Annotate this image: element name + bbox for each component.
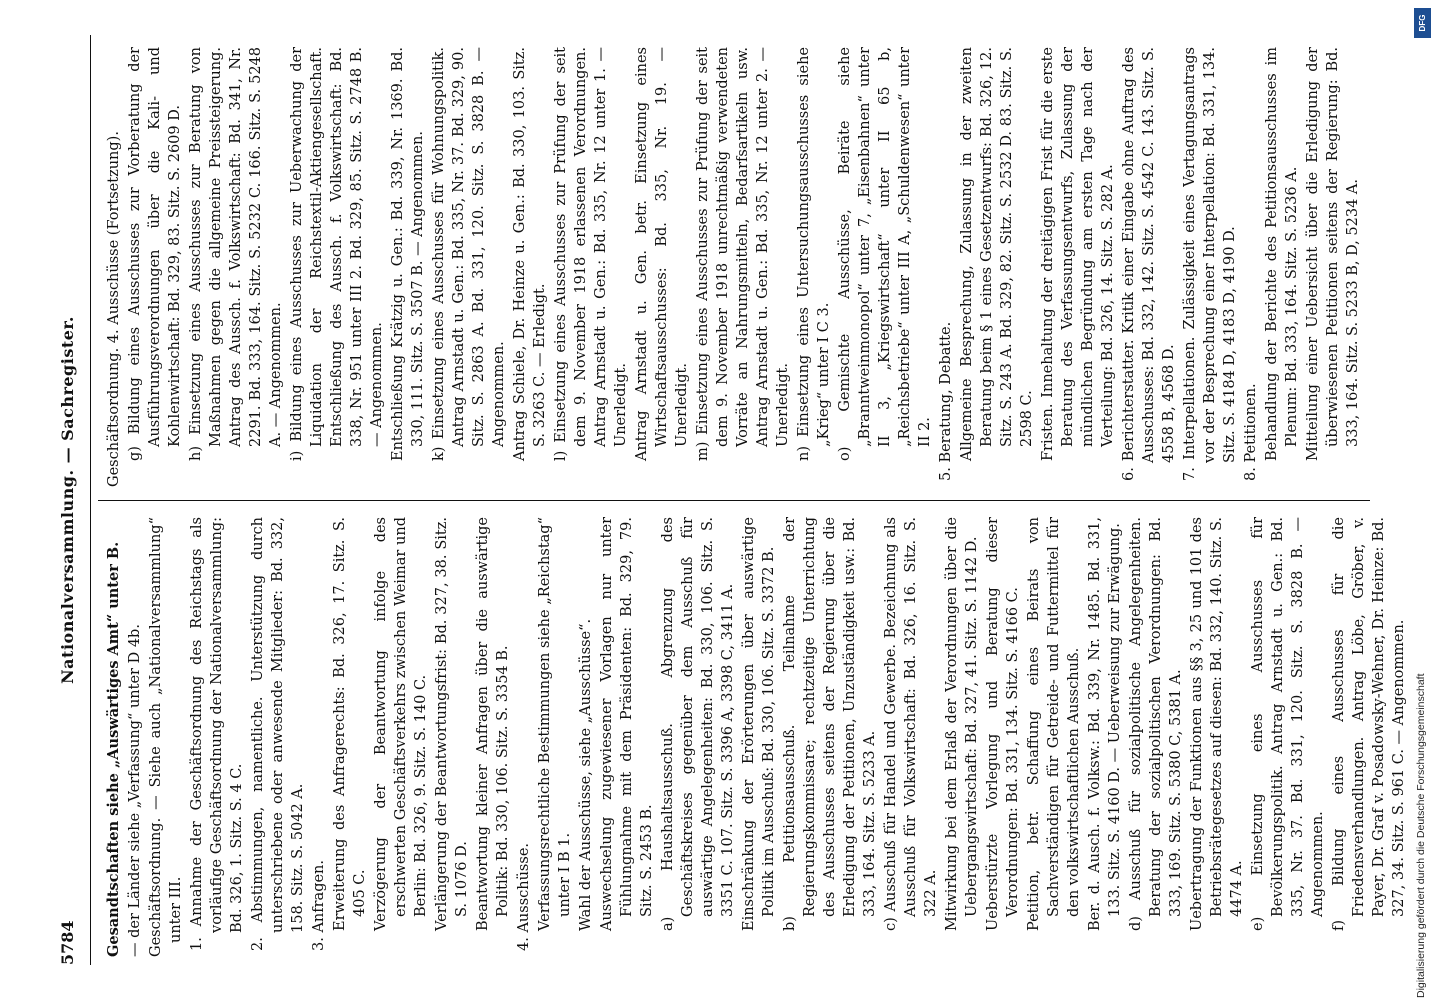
index-entry: 5. Beratung, Debatte. <box>938 321 954 481</box>
page-header <box>58 35 88 965</box>
index-entry: Fristen. Innehaltung der dreitägigen Frist für die erste Beratung des Verfassungsentwurfs, Zulassung der mündlichen Begründung am ersten Tage nach der Verteilung: Bd. 326, 14. Sitz. S. 282 A. <box>1040 47 1116 461</box>
index-entry: Geschäftsordnung. — Siehe auch „Nationalversammlung“ unter III. <box>148 517 184 957</box>
index-entry: 8. Petitionen. <box>1243 383 1259 481</box>
index-entry: o) Gemischte Ausschüsse, Beiräte siehe „Branntweinmonopol“ unter 7, „Eisenbahnen“ unter II 3, „Kriegswirtschaft“ unter II 65 b, „Reichsbetriebe“ unter III A, „Schuldenwesen“ unter II 2. <box>837 47 933 461</box>
index-entry: l) Einsetzung eines Ausschusses zur Prüfung der seit dem 9. November 1918 erlassenen Verordnungen. Antrag Arnstadt u. Gen.: Bd. 335, Nr. 12 unter 1. — Unerledigt. <box>553 47 629 461</box>
index-entry: m) Einsetzung eines Ausschusses zur Prüfung der seit dem 9. November 1918 unrechtmäßig verwendeten Vorräte an Nahrungsmitteln, Bedarfsartikeln usw. Antrag Arnstadt u. Gen.: Bd. 335, Nr. 12 unter 2. — Unerledigt. <box>695 47 791 461</box>
index-entry: 1. Annahme der Geschäftsordnung des Reichstags als vorläufige Geschäftsordnung der Nationalversammlung: Bd. 326, 1. Sitz. S. 4 C. <box>189 517 245 951</box>
index-entry: 4. Ausschüsse. <box>516 842 532 951</box>
index-entry: Erweiterung des Anfragerechts: Bd. 326, 17. Sitz. S. 405 C. <box>332 517 368 931</box>
index-entry: Beantwortung kleiner Anfragen über die auswärtige Politik: Bd. 330, 106. Sitz. S. 3354 B. <box>475 517 511 931</box>
index-entry: Antrag Schiele, Dr. Heinze u. Gen.: Bd. 330, 103. Sitz. S. 3263 C. — Erledigt. <box>512 47 548 461</box>
running-title: Nationalversammlung. — Sachregister. <box>58 316 77 684</box>
index-entry: Geschäftsordnung. 4. Ausschüsse (Fortsetzung). <box>106 131 122 487</box>
index-entry: Verzögerung der Beantwortung infolge des erschwerten Geschäftsverkehrs zwischen Weimar und Berlin: Bd. 326, 9. Sitz. S. 140 C. <box>373 517 429 931</box>
left-column <box>104 517 1410 957</box>
index-entry: Ber. d. Ausch. f. Volksw.: Bd. 339, Nr. 1485. Bd. 331, 133. Sitz. S. 4160 D. — Ueberweisung zur Erwägung. <box>1087 517 1123 931</box>
index-entry: Uebertragung der Funktionen aus §§ 3, 25 und 101 des Betriebsrätegesetzes auf diesen: Bd. 332, 140. Sitz. S. 4474 A. <box>1189 517 1245 931</box>
index-entry: n) Einsetzung eines Untersuchungsausschusses siehe „Krieg“ unter I C 3. <box>796 47 832 461</box>
rotated-document-sheet <box>50 35 1407 965</box>
index-entry: Entschließung Krätzig u. Gen.: Bd. 339, Nr. 1369. Bd. 330, 111. Sitz. S. 3507 B. — Angenommen. <box>390 47 426 461</box>
index-entry: Mitteilung einer Uebersicht über die Erledigung der überwiesenen Petitionen seitens der Regierung: Bd. 333, 164. Sitz. S. 5233 B, D, 5234 A. <box>1305 47 1361 461</box>
index-entry: Ueberstürzte Vorlegung und Beratung dieser Verordnungen: Bd. 331, 134. Sitz. S. 4166 C. <box>985 517 1021 931</box>
index-entry: 7. Interpellationen. Zulässigkeit eines Vertagungsantrags vor der Besprechung einer Interpellation: Bd. 331, 134. Sitz. S. 4184 D, 4183 D, 4190 D. <box>1182 47 1238 481</box>
index-entry: 2. Abstimmungen, namentliche. Unterstützung durch unterschriebene oder anwesende Mitglieder: Bd. 332, 158. Sitz. S. 5042 A. <box>250 517 306 951</box>
index-entry: Gesandtschaften siehe „Auswärtiges Amt“ unter B. <box>105 541 122 957</box>
index-entry: d) Ausschuß für sozialpolitische Angelegenheiten. Beratung der sozialpolitischen Verordnungen: Bd. 333, 169. Sitz. S. 5380 C, 5381 A. <box>1128 517 1184 931</box>
index-entry: e) Einsetzung eines Ausschusses für Bevölkerungspolitik. Antrag Arnstadt u. Gen.: Bd. 335, Nr. 37. Bd. 331, 120. Sitz. S. 3828 B. — Angenommen. <box>1250 517 1326 931</box>
index-entry: Verfassungsrechtliche Bestimmungen siehe „Reichstag“ unter I B 1. <box>537 517 573 931</box>
index-entry: Allgemeine Besprechung, Zulassung in der zweiten Beratung beim § 1 eines Gesetzentwurfs: Bd. 326, 12. Sitz. S. 243 A. Bd. 329, 82. Sitz. S. 2532 D. 83. Sitz. S. 2598 C. <box>959 47 1035 461</box>
index-entry: h) Einsetzung eines Ausschusses zur Beratung von Maßnahmen gegen die allgemeine Preissteigerung. Antrag des Aussch. f. Volkswirtschaft: Bd. 341, Nr. 2291. Bd. 333, 164. Sitz. S. 5232 C. 166. Sitz. S. 5248 A. — Angenommen. <box>188 47 284 461</box>
index-entry: — der Länder siehe „Verfassung“ unter D 4b. <box>127 624 143 957</box>
header-rule <box>90 35 91 965</box>
index-entry: Antrag Arnstadt u. Gen. betr. Einsetzung eines Wirtschaftsausschusses: Bd. 335, Nr. 19. — Unerledigt. <box>634 47 690 461</box>
index-entry: g) Bildung eines Ausschusses zur Vorberatung der Ausführungsverordnungen über die Kali- und Kohlenwirtschaft: Bd. 329, 83. Sitz. S. 2609 D. <box>127 47 183 461</box>
index-entry: 3. Anfragen. <box>311 859 327 951</box>
right-column <box>104 47 1364 487</box>
index-entry: a) Haushaltsausschuß. Abgrenzung des Geschäftskreises gegenüber dem Ausschuß für auswärtige Angelegenheiten: Bd. 330, 106. Sitz. S. 3351 C. 107. Sitz. S. 3396 A, 3398 C, 3411 A. <box>660 517 736 931</box>
index-entry: Einschränkung der Erörterungen über auswärtige Politik im Ausschuß: Bd. 330, 106. Sitz. S. 3372 B. <box>741 517 777 931</box>
index-entry: Auswechselung zugewiesener Vorlagen nur unter Fühlungnahme mit dem Präsidenten: Bd. 329, 79. Sitz. S. 2453 B. <box>599 517 655 931</box>
page-number: 5784 <box>58 920 77 965</box>
index-entry: Verlängerung der Beantwortungsfrist: Bd. 327, 38. Sitz. S. 1076 D. <box>434 517 470 931</box>
index-entry: i) Bildung eines Ausschusses zur Ueberwachung der Liquidation der Reichstextil-Aktiengesellschaft. Entschließung des Aussch. f. Volkswirtschaft: Bd. 338, Nr. 951 unter III 2. Bd. 329, 85. Sitz. S. 2748 B. — Angenommen. <box>289 47 385 461</box>
index-entry: Wahl der Ausschüsse, siehe „Ausschüsse“. <box>578 618 594 931</box>
index-entry: k) Einsetzung eines Ausschusses für Wohnungspolitik. Antrag Arnstadt u. Gen.: Bd. 335, Nr. 37. Bd. 329, 90. Sitz. S. 2863 A. Bd. 331, 120. Sitz. S. 3828 B. — Angenommen. <box>431 47 507 461</box>
index-entry: Petition, betr. Schaffung eines Beirats von Sachverständigen für Getreide- und Futtermittel für den volkswirtschaftlichen Ausschuß. <box>1026 517 1082 931</box>
index-entry: b) Petitionsausschuß. Teilnahme der Regierungskommissare; rechtzeitige Unterrichtung des Ausschusses seitens der Regierung über die Erledigung der Petitionen, Unzuständigkeit usw.: Bd. 333, 164. Sitz. S. 5233 A. <box>782 517 878 931</box>
index-entry: Mitwirkung bei dem Erlaß der Verordnungen über die Uebergangswirtschaft: Bd. 327, 41. Sitz. S. 1142 D. <box>944 517 980 931</box>
index-entry: f) Bildung eines Ausschusses für die Friedensverhandlungen. Antrag Löbe, Gröber, v. Payer, Dr. Graf v. Posadowsky-Wehner, Dr. Heinze: Bd. 327, 34. Sitz. S. 961 C. — Angenommen. <box>1331 517 1407 931</box>
dfg-logo-text: DFG <box>1418 14 1427 32</box>
digitization-note: Digitalisierung gefördert durch die Deutsche Forschungsgemeinschaft <box>1415 673 1427 998</box>
margin-note-strip <box>1410 8 1430 998</box>
column-divider <box>98 500 1370 501</box>
index-entry: c) Ausschuß für Handel und Gewerbe. Bezeichnung als Ausschuß für Volkswirtschaft: Bd. 326, 16. Sitz. S. 322 A. <box>883 517 939 931</box>
index-entry: 6. Berichterstatter. Kritik einer Eingabe ohne Auftrag des Ausschusses: Bd. 332, 142. Sitz. S. 4542 C. 143. Sitz. S. 4558 B, 4568 D. <box>1121 47 1177 481</box>
index-entry: Behandlung der Berichte des Petitionsausschusses im Plenum: Bd. 333, 164. Sitz. S. 5236 A. <box>1264 47 1300 461</box>
